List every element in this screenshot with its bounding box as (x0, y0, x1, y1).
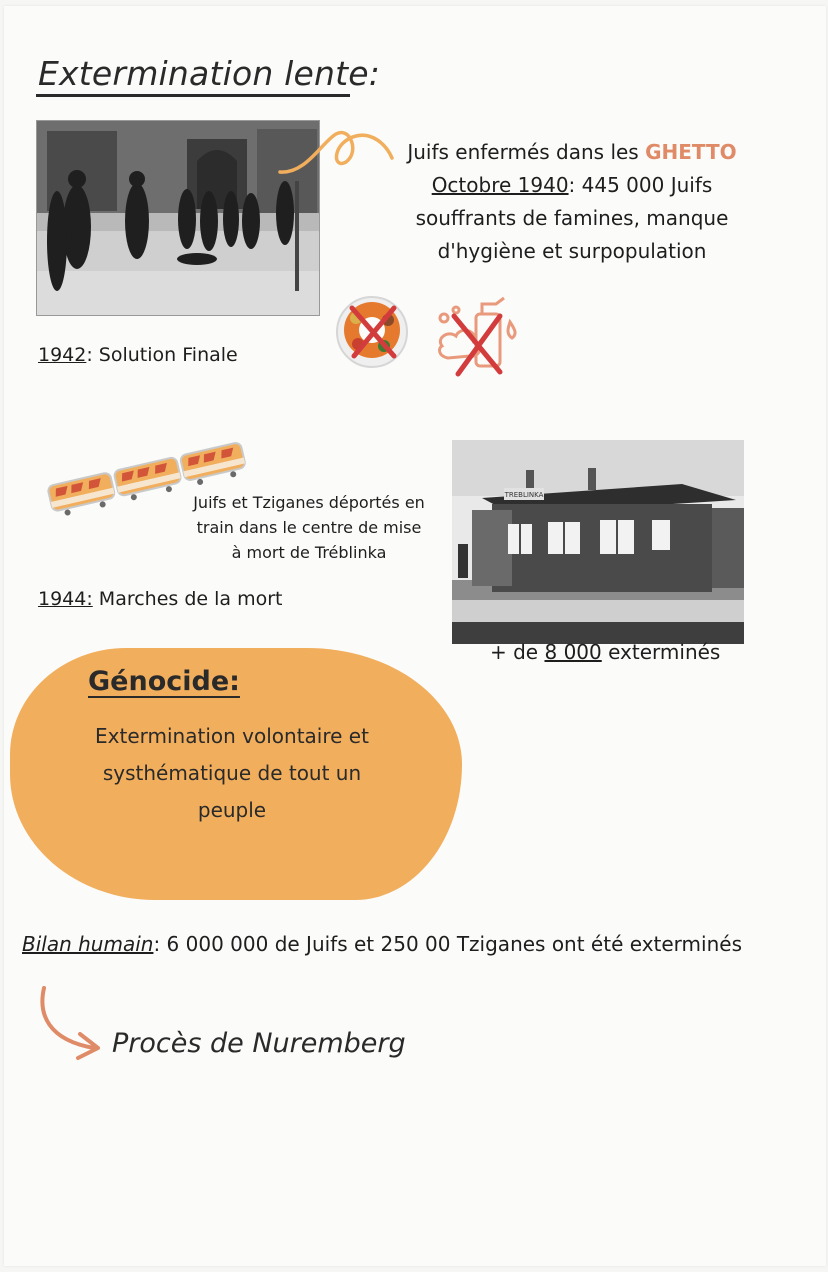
loop-arrow-icon (276, 122, 396, 182)
ghetto-keyword: GHETTO (645, 140, 737, 164)
no-food-icon (332, 290, 412, 370)
deportation-line3: à mort de Tréblinka (231, 543, 387, 562)
treblinka-sign: TREBLINKA (504, 491, 544, 499)
exterminated-number: 8 000 (544, 640, 602, 664)
solution-finale-text: : Solution Finale (86, 344, 238, 366)
bilan-label: Bilan humain (22, 932, 154, 956)
genocide-line2: systhématique de tout un (102, 761, 362, 785)
notes-page (4, 6, 826, 1266)
exterminated-suffix: exterminés (601, 640, 721, 664)
ghetto-line3: souffrants de famines, manque (415, 206, 729, 230)
page-title: Extermination lente: (38, 54, 381, 93)
ghetto-line4: d'hygiène et surpopulation (437, 239, 707, 263)
genocide-definition (52, 718, 412, 829)
solution-finale (38, 344, 238, 366)
proces-nuremberg: Procès de Nuremberg (112, 1028, 406, 1059)
exterminated-prefix: + de (490, 640, 545, 664)
exterminated-count (490, 640, 720, 664)
bilan-text: : 6 000 000 de Juifs et 250 00 Tziganes ont été exterminés (153, 932, 742, 956)
deportation-text (164, 490, 454, 565)
ghetto-line1: Juifs enfermés dans les (407, 140, 646, 164)
marches-de-la-mort (38, 588, 283, 610)
year-1944: 1944: (38, 588, 93, 610)
genocide-line3: peuple (197, 798, 267, 822)
ghetto-count: : 445 000 Juifs (568, 173, 713, 197)
year-1942: 1942 (38, 344, 87, 366)
genocide-title: Génocide: (88, 666, 240, 697)
genocide-line1: Extermination volontaire et (95, 724, 369, 748)
ghetto-description (382, 136, 762, 268)
bilan-humain (22, 932, 742, 956)
no-hygiene-icon (434, 294, 524, 378)
treblinka-photo (452, 440, 744, 644)
curved-arrow-icon (34, 984, 114, 1062)
marches-text: Marches de la mort (92, 588, 283, 610)
deportation-line1: Juifs et Tziganes déportés en (193, 493, 425, 512)
ghetto-date: Octobre 1940 (431, 173, 569, 197)
deportation-line2: train dans le centre de mise (196, 518, 422, 537)
title-underline (36, 94, 350, 97)
